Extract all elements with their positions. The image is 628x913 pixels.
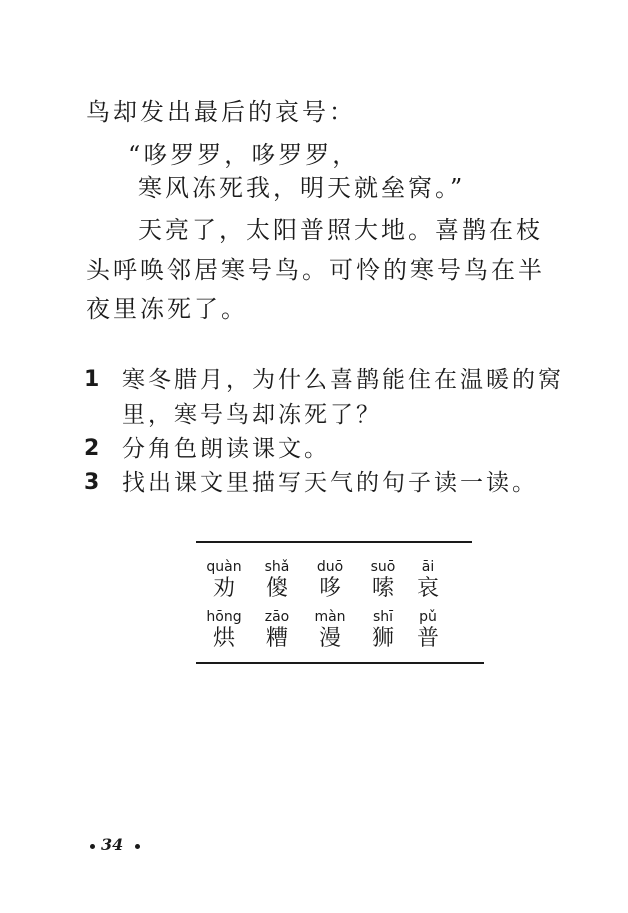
- vocab-cell: [252, 558, 302, 602]
- character: 漫: [318, 626, 341, 651]
- question-text: 分角色朗读课文。: [122, 436, 330, 462]
- pinyin: shǎ: [264, 559, 290, 575]
- pinyin: shī: [372, 609, 394, 625]
- vocab-cell: [358, 558, 408, 602]
- character: 劝: [212, 576, 235, 601]
- question-text: 寒冬腊月，为什么喜鹊能住在温暖的窝: [122, 367, 564, 393]
- page-number-text: 34: [101, 835, 124, 854]
- pinyin: màn: [314, 609, 346, 625]
- character: 嗦: [371, 576, 394, 601]
- character: 哀: [416, 576, 439, 601]
- text-line: 头呼唤邻居寒号鸟。可怜的寒号鸟在半: [86, 256, 545, 284]
- vocab-cell: [358, 608, 408, 652]
- question-number: 2: [84, 436, 100, 461]
- text-line: 寒风冻死我，明天就垒窝。”: [138, 174, 466, 202]
- vocab-cell: [305, 608, 355, 652]
- vocab-cell: [403, 608, 453, 652]
- character: 傻: [265, 576, 288, 601]
- question-number: 3: [84, 470, 100, 495]
- pinyin: pǔ: [419, 609, 437, 625]
- character: 狮: [371, 626, 394, 651]
- vocab-cell: [199, 558, 249, 602]
- question-number: 1: [84, 367, 100, 392]
- pinyin: zāo: [264, 609, 290, 625]
- vocab-cell: [252, 608, 302, 652]
- character: 烘: [212, 626, 235, 651]
- question-text: 找出课文里描写天气的句子读一读。: [122, 470, 538, 496]
- bullet-dot: [90, 844, 95, 849]
- pinyin: hōng: [206, 609, 242, 625]
- pinyin: suō: [370, 559, 396, 575]
- question-text: 里，寒号鸟却冻死了？: [122, 402, 382, 428]
- text-line: 夜里冻死了。: [86, 295, 248, 323]
- vocab-cell: [199, 608, 249, 652]
- vocab-cell: [403, 558, 453, 602]
- text-line: 天亮了，太阳普照大地。喜鹊在枝: [138, 216, 543, 244]
- vocab-bottom-rule: [196, 662, 484, 664]
- character: 哆: [318, 576, 341, 601]
- pinyin: quàn: [206, 559, 242, 575]
- pinyin: duō: [316, 559, 344, 575]
- bullet-dot: [135, 844, 140, 849]
- character: 糟: [265, 626, 288, 651]
- text-line: 鸟却发出最后的哀号：: [86, 98, 356, 126]
- pinyin: āi: [421, 559, 435, 575]
- vocab-cell: [305, 558, 355, 602]
- character: 普: [416, 626, 439, 651]
- vocab-top-rule: [196, 541, 472, 543]
- text-line: “哆罗罗，哆罗罗，: [128, 141, 360, 169]
